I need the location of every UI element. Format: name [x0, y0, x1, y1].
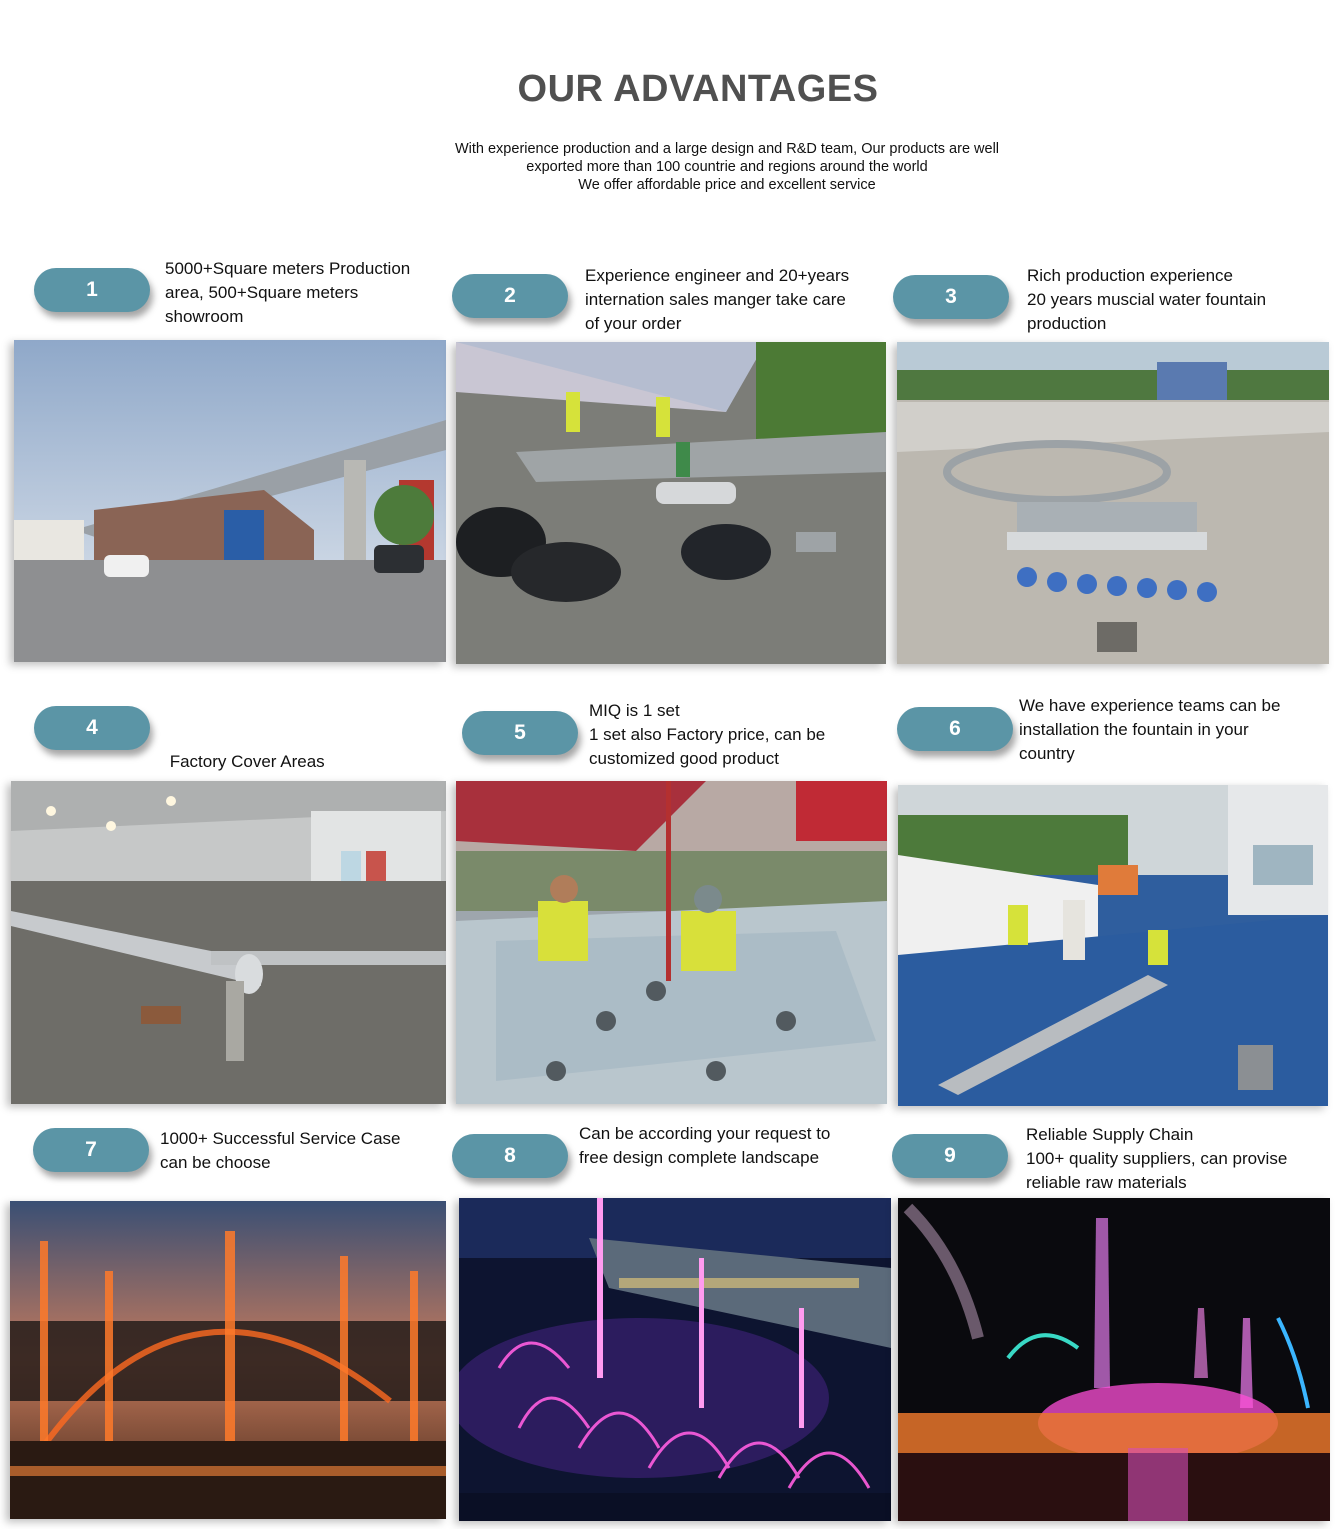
page-subtitle: [370, 140, 1084, 194]
caption-line: of your order: [585, 314, 682, 333]
caption-line: We have experience teams can be: [1019, 696, 1281, 715]
advantage-caption: [1026, 1123, 1287, 1195]
subtitle-line: exported more than 100 countrie and regions around the world: [526, 159, 928, 175]
caption-line: MIQ is 1 set: [589, 701, 680, 720]
caption-line: Can be according your request to: [579, 1124, 831, 1143]
subtitle-line: We offer affordable price and excellent service: [578, 177, 876, 193]
advantage-caption: [1019, 694, 1280, 766]
caption-line: Factory Cover Areas: [165, 752, 325, 771]
caption-line: customized good product: [589, 749, 779, 768]
caption-line: production: [1027, 314, 1107, 333]
fountain-nozzles-assembly-photo: [897, 342, 1329, 664]
caption-line: Experience engineer and 20+years: [585, 266, 850, 285]
laser-fountain-show-photo: [898, 1198, 1330, 1521]
caption-line: 20 years muscial water fountain: [1027, 290, 1267, 309]
advantage-number-badge: 1: [34, 268, 150, 312]
page-title: OUR ADVANTAGES: [517, 68, 879, 110]
caption-line: internation sales manger take care: [585, 290, 846, 309]
advantage-caption: [160, 1127, 401, 1175]
caption-line: showroom: [165, 307, 244, 326]
workers-installing-pipes-photo: [456, 342, 886, 664]
caption-line: 1000+ Successful Service Case: [160, 1129, 401, 1148]
factory-workshop-photo: [11, 781, 446, 1104]
orange-fountain-night-photo: [10, 1201, 446, 1519]
advantage-caption: [1027, 264, 1266, 336]
advantage-number-badge: 4: [34, 706, 150, 750]
caption-line: 100+ quality suppliers, can provise: [1026, 1149, 1288, 1168]
advantage-number-badge: 5: [462, 711, 578, 755]
advantage-number-badge: 7: [33, 1128, 149, 1172]
advantage-caption: [579, 1122, 830, 1170]
caption-line: 1 set also Factory price, can be: [589, 725, 826, 744]
pool-installation-team-photo: [898, 785, 1328, 1106]
caption-line: 5000+Square meters Production: [165, 259, 411, 278]
advantage-number-badge: 8: [452, 1134, 568, 1178]
caption-line: country: [1019, 744, 1075, 763]
advantage-number-badge: 6: [897, 707, 1013, 751]
purple-fountain-aerial-photo: [459, 1198, 891, 1521]
caption-line: Reliable Supply Chain: [1026, 1125, 1194, 1144]
caption-line: reliable raw materials: [1026, 1173, 1187, 1192]
caption-line: can be choose: [160, 1153, 271, 1172]
subtitle-line: With experience production and a large design and R&D team, Our products are well: [454, 141, 1000, 157]
factory-exterior-photo: [14, 340, 446, 662]
caption-line: Rich production experience: [1027, 266, 1234, 285]
caption-line: area, 500+Square meters: [165, 283, 359, 302]
advantage-caption: [165, 257, 410, 329]
advantage-caption: [585, 264, 849, 336]
caption-line: free design complete landscape: [579, 1148, 820, 1167]
advantage-number-badge: 9: [892, 1134, 1008, 1178]
workers-acrylic-platform-photo: [456, 781, 887, 1104]
caption-line: installation the fountain in your: [1019, 720, 1249, 739]
advantage-caption: [589, 699, 825, 771]
advantage-number-badge: 2: [452, 274, 568, 318]
advantage-number-badge: 3: [893, 275, 1009, 319]
